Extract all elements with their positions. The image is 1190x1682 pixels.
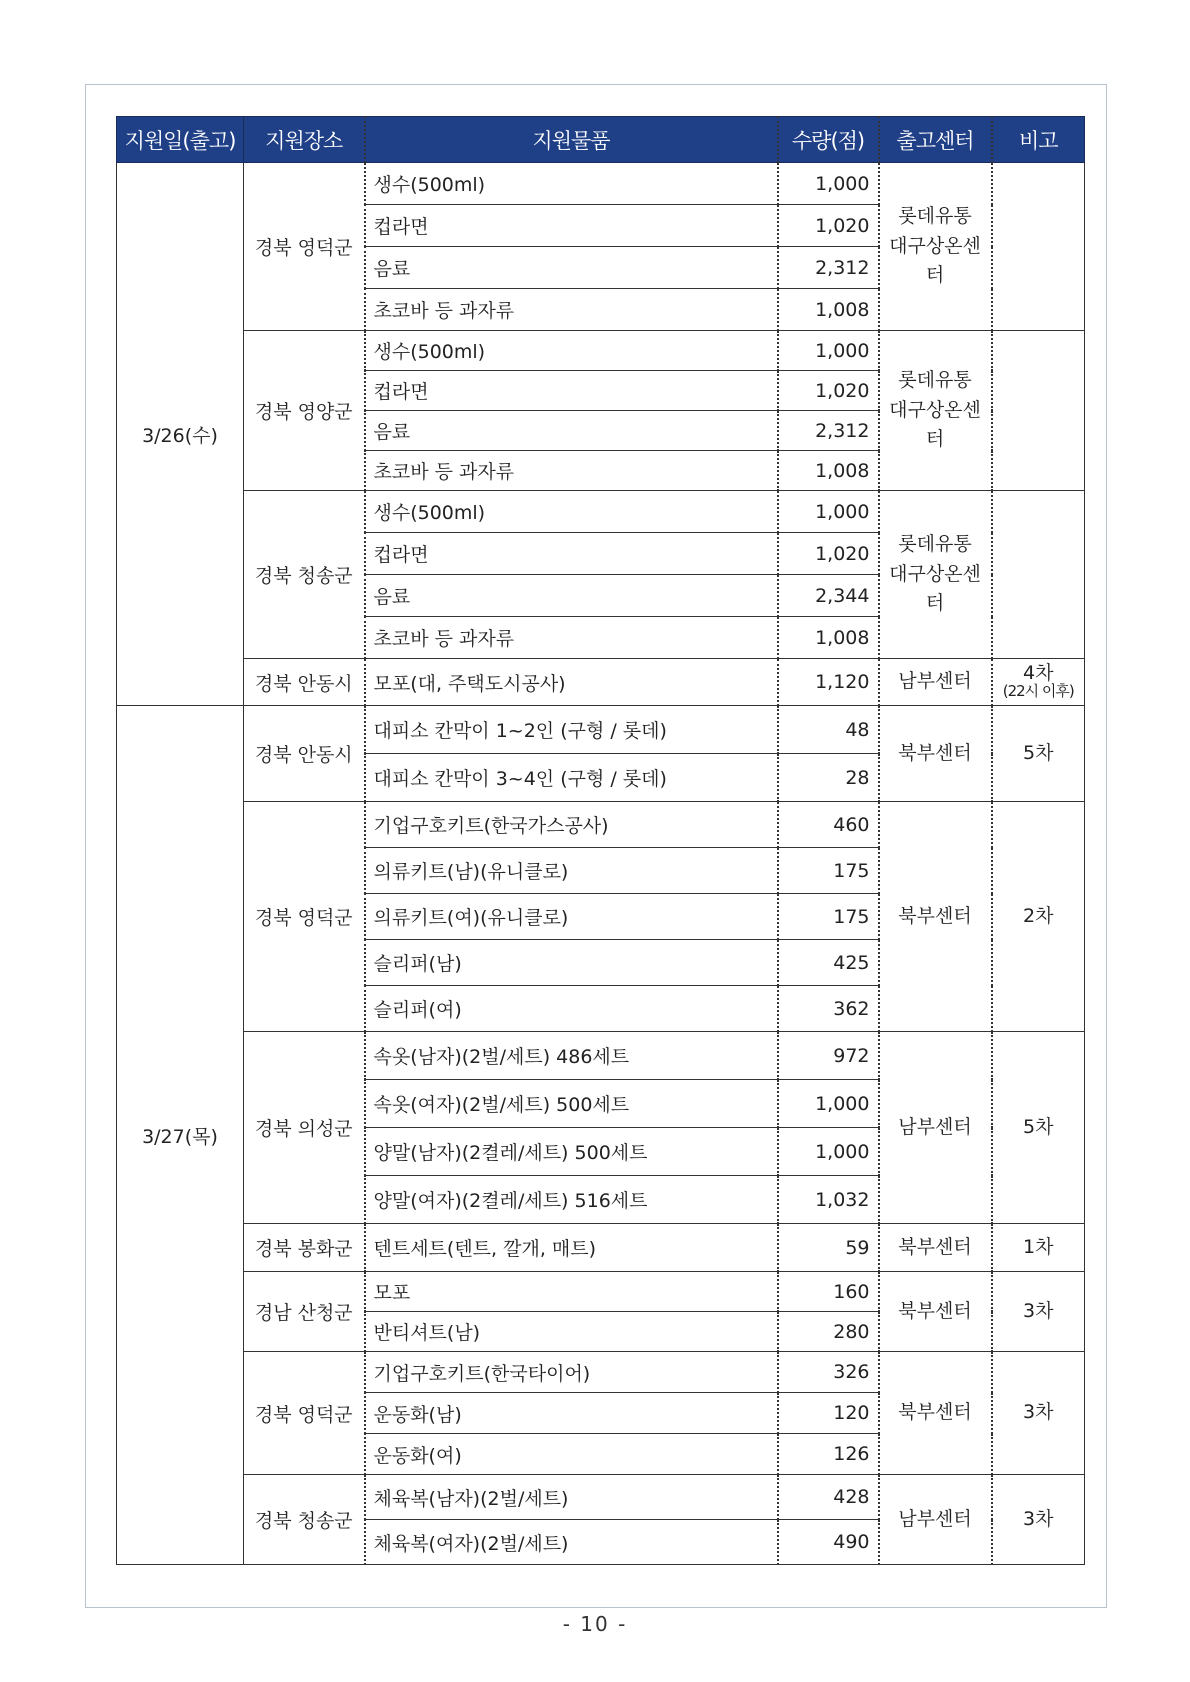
support-item-cell: 기업구호키트(한국가스공사): [365, 802, 778, 848]
quantity-cell: 2,312: [778, 411, 879, 451]
quantity-cell: 1,000: [778, 491, 879, 533]
dispatch-center-cell: 남부센터: [879, 1475, 992, 1565]
quantity-cell: 425: [778, 940, 879, 986]
quantity-cell: 1,008: [778, 289, 879, 331]
quantity-cell: 1,020: [778, 533, 879, 575]
header-support-items: 지원물품: [365, 117, 778, 163]
dispatch-center-cell: 남부센터: [879, 659, 992, 706]
support-item-cell: 컵라면: [365, 371, 778, 411]
support-item-cell: 체육복(남자)(2벌/세트): [365, 1475, 778, 1520]
support-item-cell: 모포(대, 주택도시공사): [365, 659, 778, 706]
quantity-cell: 1,008: [778, 451, 879, 491]
support-place-cell: 경북 영양군: [244, 331, 365, 491]
support-item-cell: 초코바 등 과자류: [365, 289, 778, 331]
remarks-main: 3차: [1023, 1507, 1054, 1530]
remarks-cell: [992, 1352, 1085, 1475]
support-place-cell: 경북 영덕군: [244, 1352, 365, 1475]
quantity-cell: 1,000: [778, 1080, 879, 1128]
dispatch-center-cell: 북부센터: [879, 1272, 992, 1352]
remarks-cell: [992, 802, 1085, 1032]
dispatch-center-cell: 북부센터: [879, 1224, 992, 1272]
remarks-cell: [992, 706, 1085, 802]
support-item-cell: 운동화(남): [365, 1393, 778, 1434]
quantity-cell: 2,312: [778, 247, 879, 289]
support-item-cell: 반티셔트(남): [365, 1312, 778, 1352]
support-place-cell: 경북 의성군: [244, 1032, 365, 1224]
quantity-cell: 490: [778, 1520, 879, 1565]
table-header-row: [117, 117, 1085, 163]
remarks-cell: [992, 163, 1085, 331]
quantity-cell: 1,000: [778, 163, 879, 205]
table-row: [117, 491, 1085, 533]
support-goods-table: [116, 116, 1085, 1565]
quantity-cell: 326: [778, 1352, 879, 1393]
page-number: - 10 -: [562, 1612, 628, 1636]
support-item-cell: 슬리퍼(남): [365, 940, 778, 986]
support-place-cell: 경북 청송군: [244, 491, 365, 659]
header-quantity: 수량(점): [778, 117, 879, 163]
quantity-cell: 1,000: [778, 1128, 879, 1176]
header-support-date: 지원일(출고): [117, 117, 244, 163]
table-row: [117, 802, 1085, 848]
remarks-cell: [992, 491, 1085, 659]
remarks-main: 5차: [1023, 741, 1054, 764]
support-place-cell: 경북 영덕군: [244, 163, 365, 331]
support-date-cell: 3/27(목): [117, 706, 244, 1565]
quantity-cell: 1,008: [778, 617, 879, 659]
table-row: [117, 163, 1085, 205]
remarks-main: 4차: [1023, 662, 1054, 685]
support-item-cell: 음료: [365, 247, 778, 289]
support-item-cell: 체육복(여자)(2벌/세트): [365, 1520, 778, 1565]
remarks-main: 3차: [1023, 1299, 1054, 1322]
header-dispatch-center: 출고센터: [879, 117, 992, 163]
quantity-cell: 1,020: [778, 205, 879, 247]
table-row: [117, 1352, 1085, 1393]
table-row: [117, 1475, 1085, 1520]
quantity-cell: 120: [778, 1393, 879, 1434]
remarks-main: 3차: [1023, 1401, 1054, 1424]
support-place-cell: 경북 안동시: [244, 706, 365, 802]
remarks-main: 5차: [1023, 1115, 1054, 1138]
quantity-cell: 28: [778, 754, 879, 802]
dispatch-center-cell: 롯데유통 대구상온센터: [879, 163, 992, 331]
support-item-cell: 초코바 등 과자류: [365, 451, 778, 491]
dispatch-center-cell: 북부센터: [879, 1352, 992, 1475]
remarks-cell: [992, 1032, 1085, 1224]
quantity-cell: 126: [778, 1434, 879, 1475]
quantity-cell: 1,032: [778, 1176, 879, 1224]
support-item-cell: 의류키트(여)(유니클로): [365, 894, 778, 940]
support-date-cell: 3/26(수): [117, 163, 244, 706]
remarks-main: 2차: [1023, 904, 1054, 927]
quantity-cell: 280: [778, 1312, 879, 1352]
support-item-cell: 음료: [365, 575, 778, 617]
support-item-cell: 생수(500ml): [365, 331, 778, 371]
quantity-cell: 428: [778, 1475, 879, 1520]
quantity-cell: 1,020: [778, 371, 879, 411]
table-row: [117, 331, 1085, 371]
support-item-cell: 생수(500ml): [365, 491, 778, 533]
quantity-cell: 175: [778, 848, 879, 894]
quantity-cell: 1,000: [778, 331, 879, 371]
remarks-cell: [992, 1272, 1085, 1352]
dispatch-center-cell: 북부센터: [879, 706, 992, 802]
table-row: [117, 1224, 1085, 1272]
support-item-cell: 의류키트(남)(유니클로): [365, 848, 778, 894]
quantity-cell: 972: [778, 1032, 879, 1080]
quantity-cell: 59: [778, 1224, 879, 1272]
dispatch-center-cell: 롯데유통 대구상온센터: [879, 331, 992, 491]
support-item-cell: 모포: [365, 1272, 778, 1312]
remarks-main: 1차: [1023, 1235, 1054, 1258]
support-item-cell: 슬리퍼(여): [365, 986, 778, 1032]
remarks-sub: (22시 이후): [1002, 682, 1074, 701]
support-item-cell: 대피소 칸막이 1~2인 (구형 / 롯데): [365, 706, 778, 754]
quantity-cell: 460: [778, 802, 879, 848]
quantity-cell: 2,344: [778, 575, 879, 617]
support-item-cell: 텐트세트(텐트, 깔개, 매트): [365, 1224, 778, 1272]
support-item-cell: 기업구호키트(한국타이어): [365, 1352, 778, 1393]
support-item-cell: 운동화(여): [365, 1434, 778, 1475]
support-item-cell: 초코바 등 과자류: [365, 617, 778, 659]
remarks-cell: [992, 1475, 1085, 1565]
support-place-cell: 경북 봉화군: [244, 1224, 365, 1272]
dispatch-center-cell: 남부센터: [879, 1032, 992, 1224]
dispatch-center-cell: 롯데유통 대구상온센터: [879, 491, 992, 659]
table-row: [117, 1272, 1085, 1312]
support-place-cell: 경북 영덕군: [244, 802, 365, 1032]
quantity-cell: 160: [778, 1272, 879, 1312]
support-item-cell: 양말(남자)(2켤레/세트) 500세트: [365, 1128, 778, 1176]
support-place-cell: 경북 안동시: [244, 659, 365, 706]
support-item-cell: 음료: [365, 411, 778, 451]
remarks-cell: [992, 331, 1085, 491]
support-place-cell: 경북 청송군: [244, 1475, 365, 1565]
quantity-cell: 362: [778, 986, 879, 1032]
quantity-cell: 48: [778, 706, 879, 754]
dispatch-center-cell: 북부센터: [879, 802, 992, 1032]
table-row: [117, 659, 1085, 706]
remarks-cell: [992, 1224, 1085, 1272]
support-item-cell: 속옷(남자)(2벌/세트) 486세트: [365, 1032, 778, 1080]
support-place-cell: 경남 산청군: [244, 1272, 365, 1352]
support-item-cell: 생수(500ml): [365, 163, 778, 205]
quantity-cell: 1,120: [778, 659, 879, 706]
table-row: [117, 706, 1085, 754]
support-item-cell: 속옷(여자)(2벌/세트) 500세트: [365, 1080, 778, 1128]
table-row: [117, 1032, 1085, 1080]
quantity-cell: 175: [778, 894, 879, 940]
support-item-cell: 대피소 칸막이 3~4인 (구형 / 롯데): [365, 754, 778, 802]
remarks-cell: [992, 659, 1085, 706]
support-item-cell: 양말(여자)(2켤레/세트) 516세트: [365, 1176, 778, 1224]
header-remarks: 비고: [992, 117, 1085, 163]
header-support-place: 지원장소: [244, 117, 365, 163]
support-item-cell: 컵라면: [365, 205, 778, 247]
support-item-cell: 컵라면: [365, 533, 778, 575]
